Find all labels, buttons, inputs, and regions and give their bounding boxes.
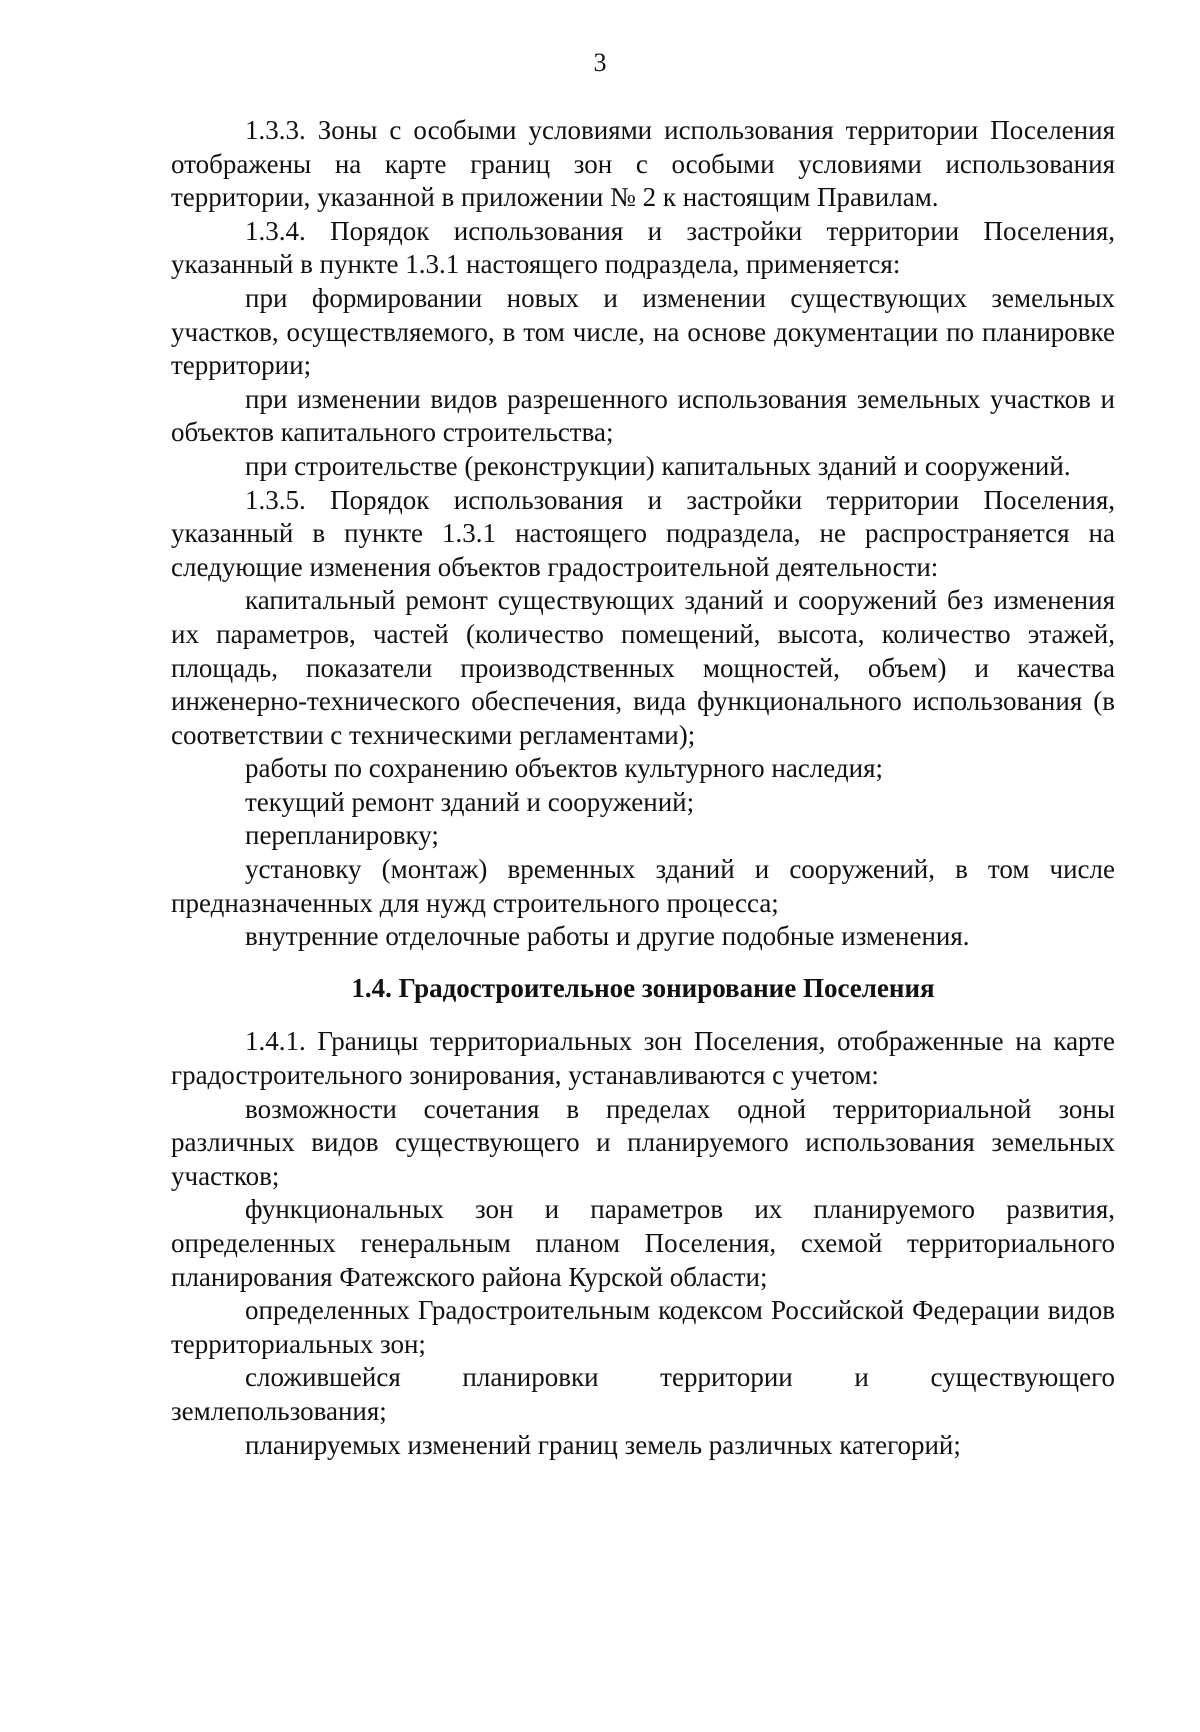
page-number: 3	[593, 48, 607, 77]
paragraph-1-3-4: 1.3.4. Порядок использования и застройки территории Поселения, указанный в пункте 1.3.1 настоящего подраздела, применяется:	[171, 215, 1115, 280]
list-item: текущий ремонт зданий и сооружений;	[245, 786, 695, 817]
list-item: внутренние отделочные работы и другие подобные изменения.	[245, 921, 970, 952]
section-heading: 1.4. Градостроительное зонирование Поселения	[351, 972, 935, 1003]
list-item: при формировании новых и изменении существующих земельных участков, осуществляемого, в том числе, на основе документации по планировке территории;	[171, 282, 1115, 381]
list-item: определенных Градостроительным кодексом Российской Федерации видов территориальных зон;	[171, 1295, 1115, 1359]
paragraph-1-3-5: 1.3.5. Порядок использования и застройки территории Поселения, указанный в пункте 1.3.1 настоящего подраздела, не распространяется на следующие изменения объектов градостроительной деятельности:	[171, 484, 1115, 582]
paragraph-1-4-1: 1.4.1. Границы территориальных зон Поселения, отображенные на карте градостроительного зонирования, устанавливаются с учетом:	[171, 1026, 1115, 1091]
list-item: при изменении видов разрешенного использования земельных участков и объектов капитального строительства;	[171, 383, 1115, 448]
list-item: сложившейся планировки территории и существующего землепользования;	[171, 1362, 1115, 1426]
list-item: установку (монтаж) временных зданий и сооружений, в том числе предназначенных для нужд строительного процесса;	[171, 854, 1115, 918]
list-item: перепланировку;	[245, 820, 439, 851]
document-body	[171, 114, 1115, 1462]
list-item: работы по сохранению объектов культурного наследия;	[245, 753, 883, 784]
paragraph-1-3-3: 1.3.3. Зоны с особыми условиями использования территории Поселения отображены на карте границ зон с особыми условиями использования территории, указанной в приложении № 2 к настоящим Правилам.	[171, 115, 1115, 213]
list-item: планируемых изменений границ земель различных категорий;	[245, 1429, 961, 1460]
list-item: функциональных зон и параметров их планируемого развития, определенных генеральным планом Поселения, схемой территориального планирования Фатежского района Курской области;	[171, 1194, 1115, 1292]
list-item: при строительстве (реконструкции) капитальных зданий и сооружений.	[245, 450, 1071, 481]
list-item: капитальный ремонт существующих зданий и сооружений без изменения их параметров, частей (количество помещений, высота, количество этажей, площадь, показатели производственных мощностей, объем) и качества инженерно-технического обеспечения, вида функционального использования (в соответствии с техническими регламентами);	[171, 585, 1115, 750]
list-item: возможности сочетания в пределах одной территориальной зоны различных видов существующего и планируемого использования земельных участков;	[171, 1093, 1115, 1191]
